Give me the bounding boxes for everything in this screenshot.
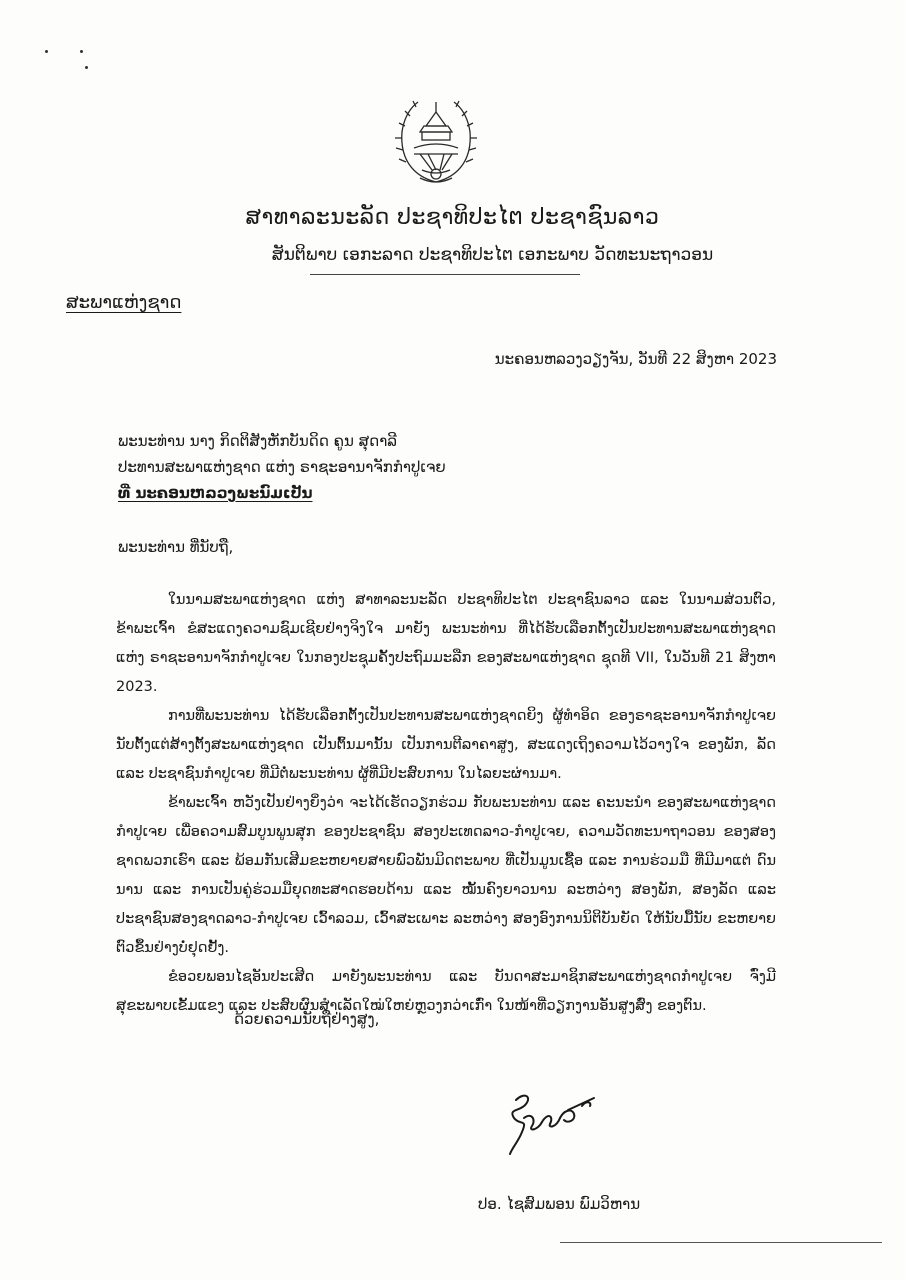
header-divider [310,274,580,275]
body-paragraph: ໃນນາມສະພາແຫ່ງຊາດ ແຫ່ງ ສາທາລະນະລັດ ປະຊາທິປະໄຕ ປະຊາຊົນລາວ ແລະ ໃນນາມສ່ວນຕົວ, ຂ້າພະເຈົ້າ ຂໍສະແດງຄວາມຊົມເຊີຍຢ່າງຈິງໃຈ ມາຍັງ ພະນະທ່ານ ທີ່ໄດ້ຮັບເລືອກຕັ້ງເປັນປະທານສະພາແຫ່ງຊາດ ແຫ່ງ ຣາຊະອານາຈັກກຳປູເຈຍ ໃນກອງປະຊຸມຄັ້ງປະຖົມມະລືກ ຂອງສະພາແຫ່ງຊາດ ຊຸດທີ VII, ໃນວັນທີ 21 ສິງຫາ 2023. [116,592,776,695]
letter-date: ນະຄອນຫລວງວຽງຈັນ, ວັນທີ 22 ສິງຫາ 2023 [494,350,777,368]
national-emblem-icon [392,92,480,188]
recipient-block [118,428,446,506]
recipient-name: ພະນະທ່ານ ນາງ ກິດຕິສັງຫັກບັນດິດ ຄູນ ສຸດາລີ [118,432,398,450]
scan-speck [85,66,88,69]
handwritten-signature [498,1088,608,1158]
body-paragraph: ຂໍອວຍພອນໄຊອັນປະເສີດ ມາຍັງພະນະທ່ານ ແລະ ບັນດາສະມາຊິກສະພາແຫ່ງຊາດກຳປູເຈຍ ຈົ່ງມີ ສຸຂະພາບເຂັ້ມແຂງ ແລະ ປະສົບຜົນສຳເລັດໃໝ່ໃຫຍ່ຫຼວງກວ່າເກົ່າ ໃນໜ້າທີ່ວຽກງານອັນສູງສົ່ງ ຂອງຕົນ. [116,969,776,1014]
footer-line [560,1242,882,1243]
closing-phrase: ດ້ວຍຄວາມນັບຖືຢ່າງສູງ, [234,1010,380,1028]
organization-name: ສະພາແຫ່ງຊາດ [66,292,182,313]
body-paragraph: ຂ້າພະເຈົ້າ ຫວັງເປັນຢ່າງຍິ່ງວ່າ ຈະໄດ້ເຮັດວຽກຮ່ວມ ກັບພະນະທ່ານ ແລະ ຄະນະນຳ ຂອງສະພາແຫ່ງຊາດ ກຳປູເຈຍ ເພື່ອຄວາມສົມບູນພູນສຸກ ຂອງປະຊາຊົນ ສອງປະເທດລາວ-ກຳປູເຈຍ, ຄວາມວັດທະນາຖາວອນ ຂອງສອງ ຊາດພວກເຮົາ ແລະ ພ້ອມກັນເສີມຂະຫຍາຍສາຍພົວພັນມິດຕະພາບ ທີ່ເປັນມູນເຊື້ອ ແລະ ການຮ່ວມມື ທີ່ມີມາແຕ່ ດົນນານ ແລະ ການເປັນຄູ່ຮ່ວມມືຍຸດທະສາດຮອບດ້ານ ແລະ ໝັ້ນຄົງຍາວນານ ລະຫວ່າງ ສອງພັກ, ສອງລັດ ແລະ ປະຊາຊົນສອງຊາດລາວ-ກຳປູເຈຍ ເວົ້າລວມ, ເວົ້າສະເພາະ ລະຫວ່າງ ສອງອົງການນິຕິບັນຍັດ ໃຫ້ນັບມື້ນັບ ຂະຫຍາຍຕົວຂຶ້ນຢ່າງບໍ່ຢຸດຢັ້ງ. [116,795,776,956]
salutation: ພະນະທ່ານ ທີ່ນັບຖື, [118,538,234,556]
letter-body [116,586,776,1021]
country-name-heading: ສາທາລະນະລັດ ປະຊາທິປະໄຕ ປະຊາຊົນລາວ [245,205,660,230]
recipient-title: ປະທານສະພາແຫ່ງຊາດ ແຫ່ງ ຣາຊະອານາຈັກກຳປູເຈຍ [118,458,446,476]
signer-name: ປອ. ໄຊສົມພອນ ພົມວິຫານ [478,1195,641,1213]
scan-speck [45,50,48,53]
national-motto: ສັນຕິພາບ ເອກະລາດ ປະຊາທິປະໄຕ ເອກະພາບ ວັດທະນະຖາວອນ [271,245,714,265]
body-paragraph: ການທີ່ພະນະທ່ານ ໄດ້ຮັບເລືອກຕັ້ງເປັນປະທານສະພາແຫ່ງຊາດຍິງ ຜູ້ທຳອິດ ຂອງຣາຊະອານາຈັກກຳປູເຈຍ ນັບຕັ້ງແຕ່ສ້າງຕັ້ງສະພາແຫ່ງຊາດ ເປັນຕົ້ນມານັ້ນ ເປັນການຕີລາຄາສູງ, ສະແດງເຖິງຄວາມໄວ້ວາງໃຈ ຂອງພັກ, ລັດ ແລະ ປະຊາຊົນກຳປູເຈຍ ທີ່ມີຕໍ່ພະນະທ່ານ ຜູ້ທີ່ມີປະສົບການ ໃນໄລຍະຜ່ານມາ. [116,708,776,782]
scan-speck [80,50,83,53]
recipient-location: ທີ່ ນະຄອນຫລວງພະນົມເປັນ [118,484,313,502]
